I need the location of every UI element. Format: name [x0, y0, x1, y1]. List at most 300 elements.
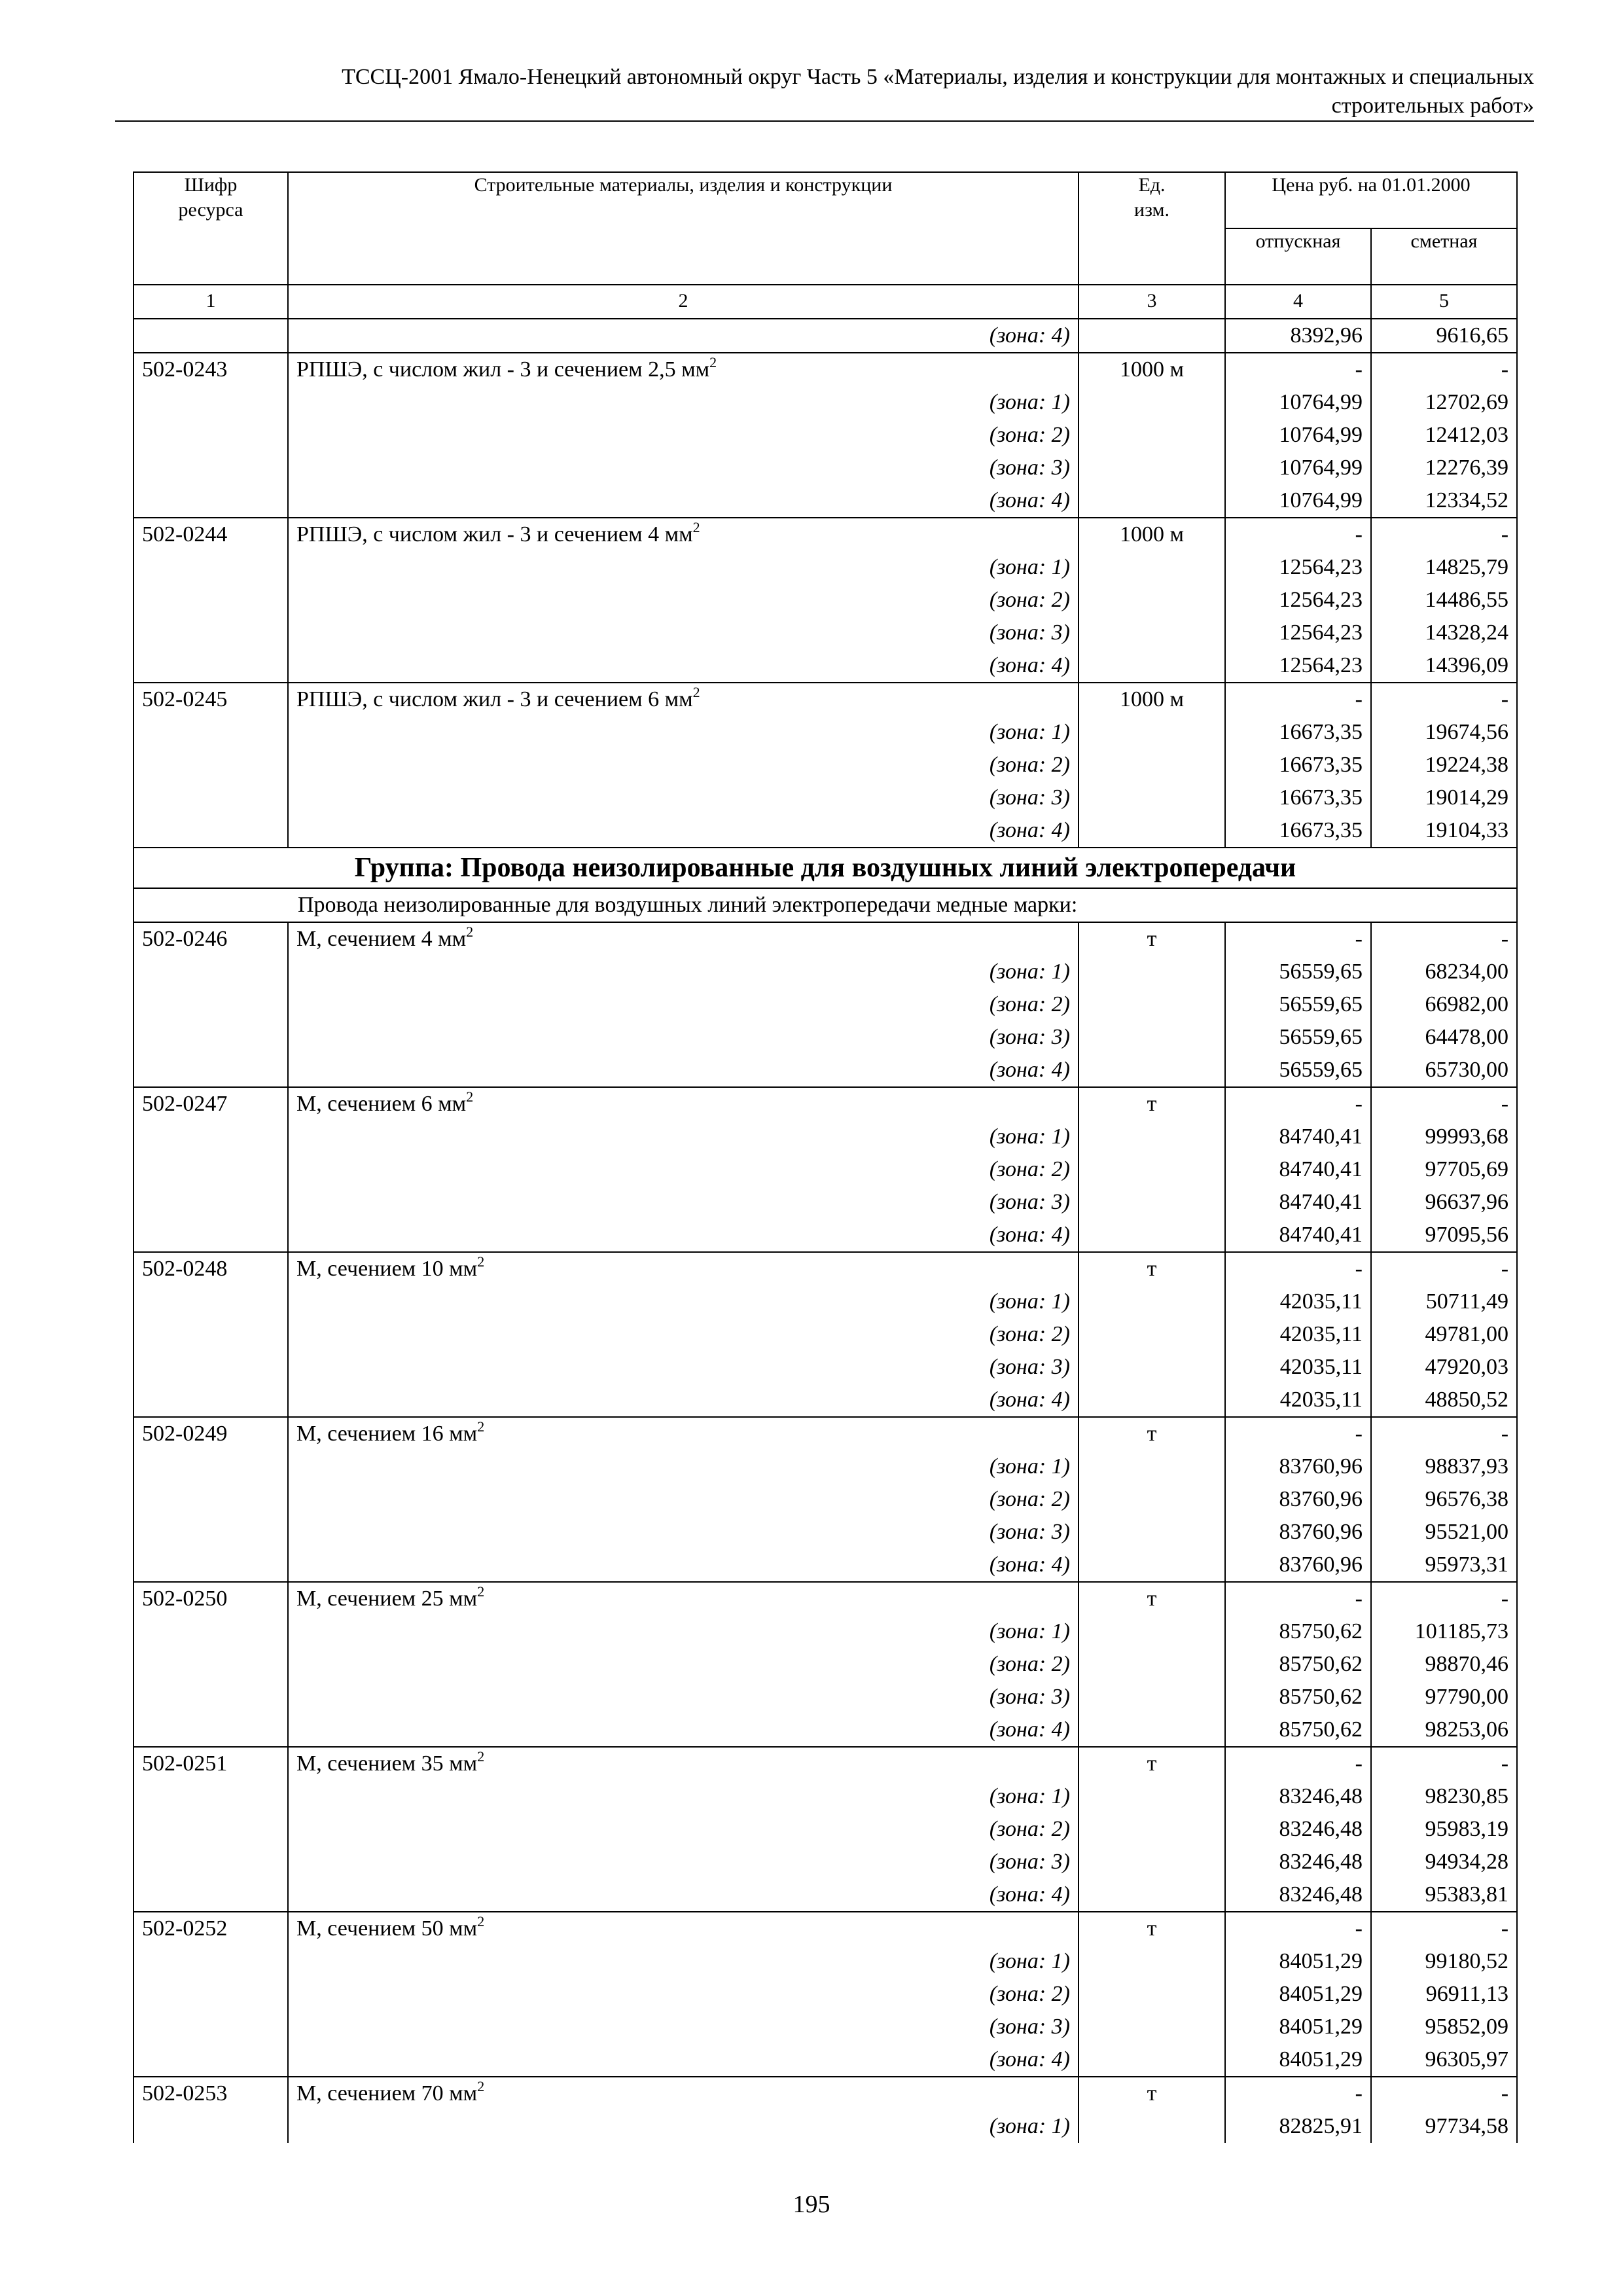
estimate-price: -: [1371, 1087, 1517, 1121]
estimate-price: -: [1371, 1912, 1517, 1945]
resource-code: [134, 1549, 288, 1582]
release-price: -: [1225, 353, 1371, 386]
release-price: 83246,48: [1225, 1846, 1371, 1878]
release-price: 16673,35: [1225, 749, 1371, 781]
zone-label: (зона: 3): [288, 781, 1079, 814]
resource-code: [134, 1054, 288, 1087]
resource-row: [134, 518, 1517, 551]
estimate-price: 95973,31: [1371, 1549, 1517, 1582]
resource-code: [134, 1351, 288, 1384]
release-price: 83246,48: [1225, 1878, 1371, 1912]
release-price: 16673,35: [1225, 814, 1371, 848]
resource-code: [134, 1021, 288, 1054]
release-price: -: [1225, 1582, 1371, 1615]
release-price: 12564,23: [1225, 649, 1371, 683]
estimate-price: 94934,28: [1371, 1846, 1517, 1878]
unit: 1000 м: [1079, 353, 1225, 386]
resource-code: [134, 1186, 288, 1219]
resource-code: [134, 1978, 288, 2011]
zone-label: (зона: 3): [288, 2011, 1079, 2043]
unit: 1000 м: [1079, 518, 1225, 551]
resource-row: [134, 1747, 1517, 1780]
resource-code: [134, 1121, 288, 1153]
zone-label: (зона: 1): [288, 956, 1079, 988]
continuation-row: [134, 319, 1517, 353]
unit: [1079, 484, 1225, 518]
release-price: 84740,41: [1225, 1153, 1371, 1186]
unit: [1079, 319, 1225, 353]
resource-code: [134, 319, 288, 353]
release-price: -: [1225, 683, 1371, 716]
zone-row: [134, 1318, 1517, 1351]
resource-row: [134, 1582, 1517, 1615]
resource-code: [134, 988, 288, 1021]
resource-code: 502-0252: [134, 1912, 288, 1945]
zone-label: (зона: 4): [288, 2043, 1079, 2077]
zone-row: [134, 584, 1517, 617]
zone-row: [134, 1121, 1517, 1153]
col-number: 5: [1371, 285, 1517, 319]
zone-row: [134, 1713, 1517, 1747]
zone-label: (зона: 1): [288, 1780, 1079, 1813]
release-price: 84051,29: [1225, 2043, 1371, 2077]
zone-row: [134, 1681, 1517, 1713]
release-price: 84051,29: [1225, 2011, 1371, 2043]
resource-code: 502-0249: [134, 1417, 288, 1450]
unit: [1079, 1121, 1225, 1153]
estimate-price: -: [1371, 2077, 1517, 2110]
unit: [1079, 781, 1225, 814]
release-price: 84051,29: [1225, 1945, 1371, 1978]
zone-label: (зона: 1): [288, 1285, 1079, 1318]
resource-code: [134, 649, 288, 683]
zone-row: [134, 1780, 1517, 1813]
zone-row: [134, 2011, 1517, 2043]
resource-code: [134, 419, 288, 452]
zone-row: [134, 1945, 1517, 1978]
unit: [1079, 716, 1225, 749]
release-price: -: [1225, 518, 1371, 551]
unit: [1079, 2011, 1225, 2043]
group-subtitle-row: [134, 888, 1517, 922]
estimate-price: -: [1371, 518, 1517, 551]
page-header: [115, 63, 1534, 120]
estimate-price: 19104,33: [1371, 814, 1517, 848]
resource-code: 502-0244: [134, 518, 288, 551]
release-price: -: [1225, 1087, 1371, 1121]
zone-label: (зона: 1): [288, 716, 1079, 749]
resource-row: [134, 2077, 1517, 2110]
release-price: 83760,96: [1225, 1483, 1371, 1516]
release-price: 84051,29: [1225, 1978, 1371, 2011]
unit: [1079, 1813, 1225, 1846]
unit: [1079, 1351, 1225, 1384]
resource-name: [288, 1912, 1079, 1945]
release-price: 12564,23: [1225, 551, 1371, 584]
unit: т: [1079, 1912, 1225, 1945]
unit: [1079, 1945, 1225, 1978]
unit: [1079, 988, 1225, 1021]
zone-row: [134, 814, 1517, 848]
estimate-price: -: [1371, 1252, 1517, 1285]
release-price: -: [1225, 1912, 1371, 1945]
resource-name-text: М, сечением 6 мм: [296, 1092, 467, 1116]
release-price: -: [1225, 1417, 1371, 1450]
table-body-b: [134, 922, 1517, 2143]
zone-label: (зона: 1): [288, 551, 1079, 584]
resource-name: [288, 1417, 1079, 1450]
zone-row: [134, 452, 1517, 484]
zone-row: [134, 1384, 1517, 1417]
resource-code: [134, 1681, 288, 1713]
zone-row: [134, 1978, 1517, 2011]
group-title: Группа: Провода неизолированные для воздушных линий электропередачи: [134, 848, 1517, 888]
unit: [1079, 1021, 1225, 1054]
unit-exponent: 2: [466, 1088, 474, 1105]
unit: [1079, 814, 1225, 848]
resource-name: [288, 2077, 1079, 2110]
zone-row: [134, 749, 1517, 781]
zone-label: (зона: 2): [288, 584, 1079, 617]
zone-row: [134, 551, 1517, 584]
group-title-row: [134, 848, 1517, 888]
estimate-price: 99180,52: [1371, 1945, 1517, 1978]
unit: [1079, 386, 1225, 419]
zone-row: [134, 956, 1517, 988]
release-price: 10764,99: [1225, 452, 1371, 484]
estimate-price: 97095,56: [1371, 1219, 1517, 1252]
zone-label: (зона: 4): [288, 1713, 1079, 1747]
zone-row: [134, 1450, 1517, 1483]
zone-row: [134, 1846, 1517, 1878]
unit: [1079, 1186, 1225, 1219]
estimate-price: 101185,73: [1371, 1615, 1517, 1648]
unit: [1079, 1648, 1225, 1681]
zone-label: (зона: 4): [288, 1384, 1079, 1417]
resource-name-text: М, сечением 10 мм: [296, 1257, 478, 1281]
header-title-line-2: строительных работ»: [1331, 94, 1534, 118]
zone-row: [134, 1549, 1517, 1582]
zone-row: [134, 2110, 1517, 2143]
unit: т: [1079, 922, 1225, 956]
resource-row: [134, 353, 1517, 386]
estimate-price: 96305,97: [1371, 2043, 1517, 2077]
release-price: 42035,11: [1225, 1384, 1371, 1417]
zone-label: (зона: 3): [288, 617, 1079, 649]
unit: [1079, 1615, 1225, 1648]
header-rule: [115, 120, 1534, 122]
zone-label: (зона: 3): [288, 1681, 1079, 1713]
release-price: 56559,65: [1225, 1054, 1371, 1087]
zone-label: (зона: 4): [288, 814, 1079, 848]
estimate-price: 98837,93: [1371, 1450, 1517, 1483]
unit: [1079, 1450, 1225, 1483]
unit: [1079, 1285, 1225, 1318]
estimate-price: 98230,85: [1371, 1780, 1517, 1813]
release-price: 16673,35: [1225, 716, 1371, 749]
estimate-price: 96576,38: [1371, 1483, 1517, 1516]
estimate-price: 14825,79: [1371, 551, 1517, 584]
resource-row: [134, 1252, 1517, 1285]
zone-row: [134, 1648, 1517, 1681]
zone-row: [134, 1483, 1517, 1516]
resource-code: [134, 1483, 288, 1516]
release-price: 42035,11: [1225, 1351, 1371, 1384]
estimate-price: 19674,56: [1371, 716, 1517, 749]
estimate-price: 12702,69: [1371, 386, 1517, 419]
resource-name: [288, 518, 1079, 551]
zone-label: (зона: 3): [288, 1516, 1079, 1549]
unit: т: [1079, 1252, 1225, 1285]
zone-label: (зона: 4): [288, 1219, 1079, 1252]
release-price: 82825,91: [1225, 2110, 1371, 2143]
estimate-price: 95852,09: [1371, 2011, 1517, 2043]
resource-row: [134, 1417, 1517, 1450]
estimate-price: 65730,00: [1371, 1054, 1517, 1087]
zone-row: [134, 1021, 1517, 1054]
unit-exponent: 2: [477, 1748, 485, 1765]
resource-code: [134, 2110, 288, 2143]
resource-code: [134, 584, 288, 617]
unit: т: [1079, 1417, 1225, 1450]
col-number: 3: [1079, 285, 1225, 319]
resource-name: [288, 1582, 1079, 1615]
resource-code: [134, 1219, 288, 1252]
col-number: 1: [134, 285, 288, 319]
estimate-price: 95983,19: [1371, 1813, 1517, 1846]
resource-row: [134, 1912, 1517, 1945]
resource-code: [134, 1945, 288, 1978]
release-price: -: [1225, 1252, 1371, 1285]
estimate-price: -: [1371, 922, 1517, 956]
col-name-header: Строительные материалы, изделия и конструкции: [288, 172, 1079, 285]
resource-code: [134, 1813, 288, 1846]
resource-name: [288, 1747, 1079, 1780]
zone-row: [134, 1813, 1517, 1846]
resource-code: [134, 781, 288, 814]
estimate-price: 12334,52: [1371, 484, 1517, 518]
resource-code: 502-0246: [134, 922, 288, 956]
unit: [1079, 2043, 1225, 2077]
resource-name: [288, 683, 1079, 716]
estimate-price: 47920,03: [1371, 1351, 1517, 1384]
zone-label: (зона: 3): [288, 1021, 1079, 1054]
unit: [1079, 1549, 1225, 1582]
estimate-price: 97790,00: [1371, 1681, 1517, 1713]
unit: [1079, 1846, 1225, 1878]
unit: [1079, 1483, 1225, 1516]
resource-code: [134, 1615, 288, 1648]
unit: [1079, 1978, 1225, 2011]
estimate-price: 96911,13: [1371, 1978, 1517, 2011]
col-number: 4: [1225, 285, 1371, 319]
release-price: 56559,65: [1225, 956, 1371, 988]
resource-name-text: РПШЭ, с числом жил - 3 и сечением 6 мм: [296, 687, 693, 711]
estimate-price: -: [1371, 1582, 1517, 1615]
estimate-price: 95383,81: [1371, 1878, 1517, 1912]
estimate-price: 66982,00: [1371, 988, 1517, 1021]
zone-label: (зона: 1): [288, 1615, 1079, 1648]
resource-code: [134, 1846, 288, 1878]
unit-exponent: 2: [477, 1418, 485, 1435]
resource-code: [134, 386, 288, 419]
unit-exponent: 2: [692, 519, 700, 535]
resource-code: [134, 1285, 288, 1318]
resource-name-text: РПШЭ, с числом жил - 3 и сечением 2,5 мм: [296, 357, 710, 382]
resource-name-text: М, сечением 35 мм: [296, 1751, 478, 1776]
zone-label: (зона: 2): [288, 419, 1079, 452]
resource-name-text: М, сечением 70 мм: [296, 2081, 478, 2106]
estimate-price: 14328,24: [1371, 617, 1517, 649]
release-price: 84740,41: [1225, 1121, 1371, 1153]
table-body-a: [134, 319, 1517, 848]
zone-label: (зона: 3): [288, 1186, 1079, 1219]
zone-row: [134, 988, 1517, 1021]
release-price: 83246,48: [1225, 1780, 1371, 1813]
col-release-price-header: отпускная: [1225, 228, 1371, 285]
estimate-price: -: [1371, 353, 1517, 386]
zone-label: (зона: 4): [288, 1549, 1079, 1582]
resource-code: [134, 1450, 288, 1483]
zone-row: [134, 2043, 1517, 2077]
unit: 1000 м: [1079, 683, 1225, 716]
zone-row: [134, 484, 1517, 518]
unit: [1079, 584, 1225, 617]
release-price: 83760,96: [1225, 1450, 1371, 1483]
resource-code: 502-0251: [134, 1747, 288, 1780]
unit: т: [1079, 1582, 1225, 1615]
release-price: 83246,48: [1225, 1813, 1371, 1846]
unit-exponent: 2: [477, 1253, 485, 1270]
zone-row: [134, 1054, 1517, 1087]
release-price: 10764,99: [1225, 419, 1371, 452]
unit: [1079, 1153, 1225, 1186]
release-price: 84740,41: [1225, 1219, 1371, 1252]
zone-row: [134, 1351, 1517, 1384]
estimate-price: 19014,29: [1371, 781, 1517, 814]
resource-code: [134, 2043, 288, 2077]
estimate-price: 48850,52: [1371, 1384, 1517, 1417]
estimate-price: 96637,96: [1371, 1186, 1517, 1219]
release-price: -: [1225, 922, 1371, 956]
zone-row: [134, 781, 1517, 814]
zone-label: (зона: 2): [288, 1648, 1079, 1681]
zone-label: (зона: 2): [288, 1483, 1079, 1516]
release-price: 42035,11: [1225, 1318, 1371, 1351]
zone-row: [134, 716, 1517, 749]
estimate-price: 98870,46: [1371, 1648, 1517, 1681]
unit-exponent: 2: [466, 924, 474, 940]
unit: [1079, 1681, 1225, 1713]
resource-code: [134, 814, 288, 848]
zone-label: (зона: 4): [288, 1878, 1079, 1912]
col-code-header: Шифр ресурса: [134, 172, 288, 285]
resource-name: [288, 1252, 1079, 1285]
release-price: 12564,23: [1225, 584, 1371, 617]
unit: [1079, 1878, 1225, 1912]
estimate-price: 14486,55: [1371, 584, 1517, 617]
resource-code: [134, 617, 288, 649]
resource-code: 502-0253: [134, 2077, 288, 2110]
unit: [1079, 1516, 1225, 1549]
release-price: -: [1225, 1747, 1371, 1780]
estimate-price: -: [1371, 1747, 1517, 1780]
resource-code: 502-0243: [134, 353, 288, 386]
estimate-price: 12276,39: [1371, 452, 1517, 484]
resource-name: [288, 922, 1079, 956]
estimate-price: 14396,09: [1371, 649, 1517, 683]
zone-row: [134, 1186, 1517, 1219]
release-price: 83760,96: [1225, 1549, 1371, 1582]
unit: т: [1079, 1747, 1225, 1780]
resource-code: [134, 1713, 288, 1747]
unit-exponent: 2: [477, 1913, 485, 1929]
release-price: 85750,62: [1225, 1713, 1371, 1747]
release-price: 56559,65: [1225, 1021, 1371, 1054]
zone-label: (зона: 2): [288, 1978, 1079, 2011]
unit: [1079, 617, 1225, 649]
col-unit-header: Ед. изм.: [1079, 172, 1225, 285]
estimate-price: 99993,68: [1371, 1121, 1517, 1153]
zone-row: [134, 386, 1517, 419]
unit: [1079, 419, 1225, 452]
resource-row: [134, 922, 1517, 956]
resource-code: [134, 551, 288, 584]
unit: [1079, 1384, 1225, 1417]
zone-label: (зона: 4): [288, 484, 1079, 518]
unit-exponent: 2: [477, 2078, 485, 2094]
release-price: 42035,11: [1225, 1285, 1371, 1318]
estimate-price: 64478,00: [1371, 1021, 1517, 1054]
zone-label: (зона: 2): [288, 988, 1079, 1021]
zone-label: (зона: 3): [288, 452, 1079, 484]
resource-code: 502-0247: [134, 1087, 288, 1121]
resource-code: 502-0248: [134, 1252, 288, 1285]
unit: [1079, 1054, 1225, 1087]
release-price: 12564,23: [1225, 617, 1371, 649]
zone-label: (зона: 1): [288, 386, 1079, 419]
estimate-price: 9616,65: [1371, 319, 1517, 353]
estimate-price: 12412,03: [1371, 419, 1517, 452]
zone-row: [134, 1516, 1517, 1549]
unit: [1079, 1219, 1225, 1252]
unit: [1079, 649, 1225, 683]
release-price: 84740,41: [1225, 1186, 1371, 1219]
unit: [1079, 1713, 1225, 1747]
zone-row: [134, 1219, 1517, 1252]
col-price-group-header: Цена руб. на 01.01.2000: [1225, 172, 1517, 228]
estimate-price: 49781,00: [1371, 1318, 1517, 1351]
resource-name: [288, 1087, 1079, 1121]
release-price: 10764,99: [1225, 484, 1371, 518]
estimate-price: -: [1371, 1417, 1517, 1450]
unit: [1079, 956, 1225, 988]
unit: [1079, 1780, 1225, 1813]
resource-code: [134, 1318, 288, 1351]
resource-code: [134, 2011, 288, 2043]
zone-label: (зона: 2): [288, 1813, 1079, 1846]
header-title-line-1: ТССЦ-2001 Ямало-Ненецкий автономный округ Часть 5 «Материалы, изделия и конструкции для монтажных и специальных: [342, 65, 1534, 89]
unit-exponent: 2: [692, 684, 700, 700]
zone-label: (зона: 1): [288, 2110, 1079, 2143]
resource-row: [134, 683, 1517, 716]
resource-code: [134, 1384, 288, 1417]
unit: [1079, 1318, 1225, 1351]
release-price: 85750,62: [1225, 1681, 1371, 1713]
resource-code: [134, 1516, 288, 1549]
resource-name-text: М, сечением 50 мм: [296, 1916, 478, 1941]
resource-code: [134, 956, 288, 988]
